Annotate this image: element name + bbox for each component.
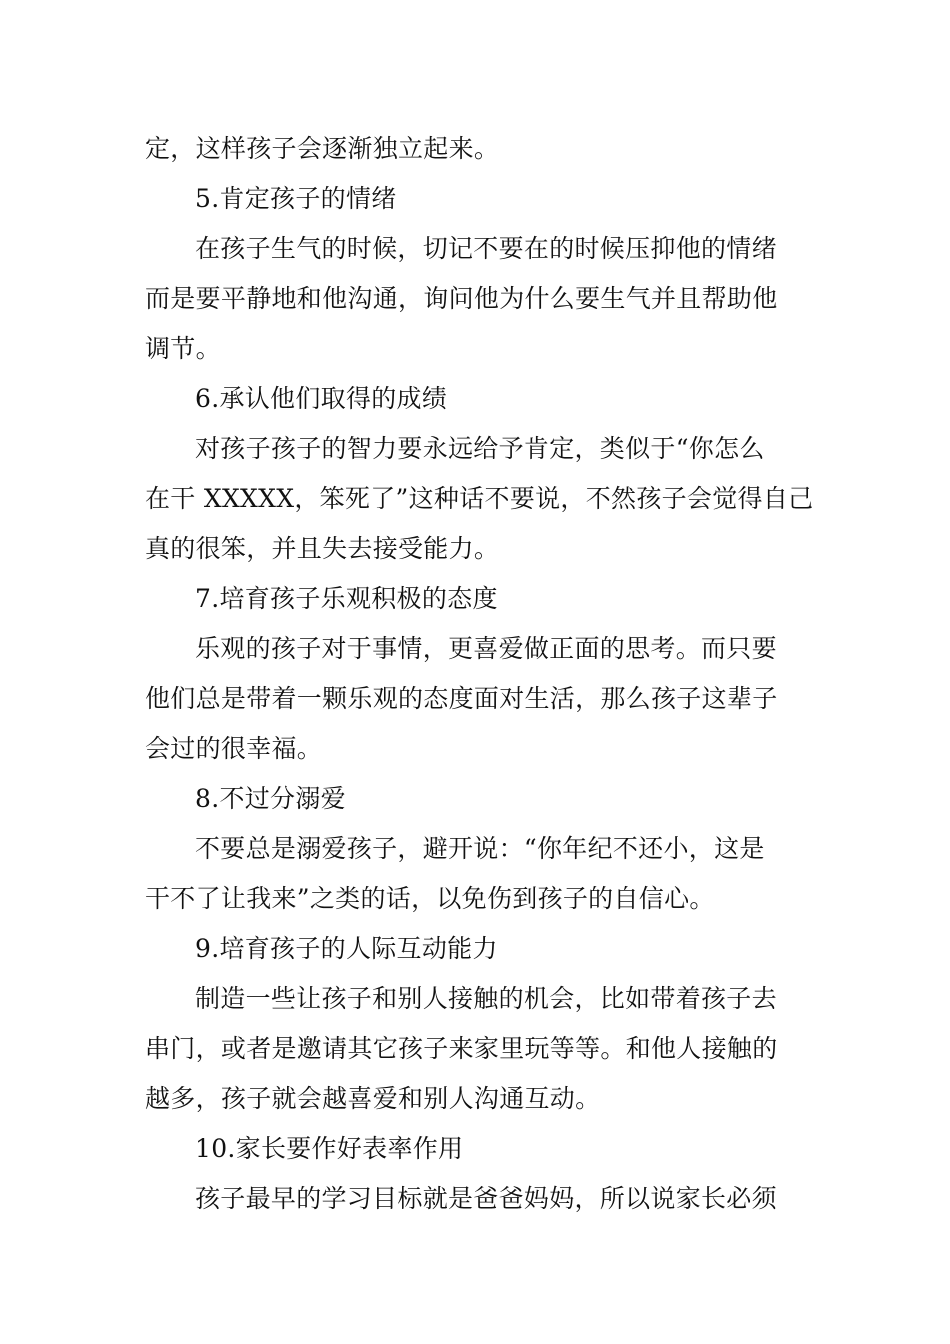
paragraph-line: 而是要平静地和他沟通，询问他为什么要生气并且帮助他 [145, 284, 778, 313]
paragraph-line: 调节。 [145, 334, 221, 363]
paragraph-line: 对孩子孩子的智力要永远给予肯定，类似于“你怎么 [195, 434, 765, 463]
paragraph-line: 真的很笨，并且失去接受能力。 [145, 534, 500, 563]
paragraph-line: 他们总是带着一颗乐观的态度面对生活，那么孩子这辈子 [145, 684, 778, 713]
section-heading: 9.培育孩子的人际互动能力 [195, 934, 498, 963]
paragraph-line: 不要总是溺爱孩子，避开说：“你年纪不还小，这是 [195, 834, 765, 863]
paragraph-line: 制造一些让孩子和别人接触的机会，比如带着孩子去 [195, 984, 777, 1013]
paragraph-line: 在孩子生气的时候，切记不要在的时候压抑他的情绪 [195, 234, 777, 263]
section-heading: 5.肯定孩子的情绪 [195, 184, 397, 213]
section-heading: 6.承认他们取得的成绩 [195, 384, 448, 413]
paragraph-line: 越多，孩子就会越喜爱和别人沟通互动。 [145, 1084, 601, 1113]
paragraph-line: 会过的很幸福。 [145, 734, 323, 763]
paragraph-line: 串门，或者是邀请其它孩子来家里玩等等。和他人接触的 [145, 1034, 778, 1063]
section-heading: 7.培育孩子乐观积极的态度 [195, 584, 498, 613]
section-heading: 10.家长要作好表率作用 [195, 1134, 464, 1163]
section-heading: 8.不过分溺爱 [195, 784, 346, 813]
paragraph-line: 孩子最早的学习目标就是爸爸妈妈，所以说家长必须 [195, 1184, 777, 1213]
paragraph-line: 在干 XXXXX，笨死了”这种话不要说，不然孩子会觉得自己 [145, 484, 814, 513]
paragraph-line: 定，这样孩子会逐渐独立起来。 [145, 134, 500, 163]
paragraph-line: 干不了让我来”之类的话，以免伤到孩子的自信心。 [145, 884, 715, 913]
paragraph-line: 乐观的孩子对于事情，更喜爱做正面的思考。而只要 [195, 634, 777, 663]
